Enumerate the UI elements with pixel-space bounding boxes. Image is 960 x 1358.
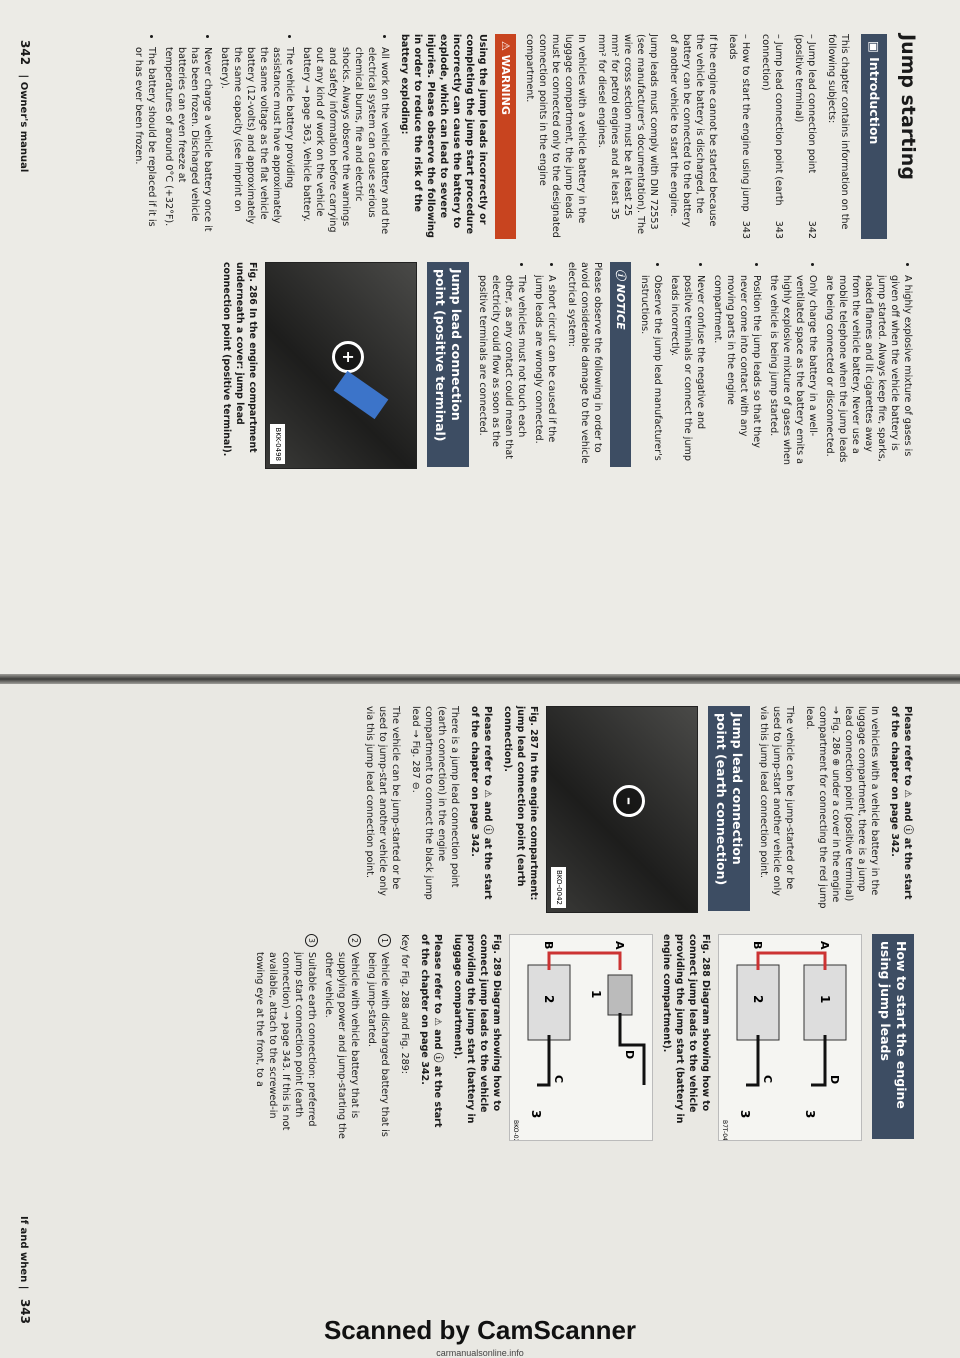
figure-code: B7T-0416: [721, 1120, 728, 1140]
warning-banner: ⚠ WARNING: [495, 34, 516, 239]
label-c: C: [761, 1075, 774, 1084]
black-lead-shape: [746, 1035, 758, 1085]
section-heading-jump-start: How to start the engine using jump leads: [872, 934, 914, 1139]
fig-288-diagram: [718, 934, 862, 1141]
arrow-icon: [334, 371, 389, 419]
list-item: • Only charge the battery in a well-ventilated space as the battery emits a highly explosive mixture of gases when the vehicle is being jump started.: [767, 275, 819, 467]
list-item: • Never confuse the negative and positive terminals or connect the jump leads incorrectly.: [668, 275, 707, 467]
key-number-icon: 2: [348, 934, 361, 947]
fig-288-svg: [719, 935, 861, 1140]
figure-code: BKO-0277: [512, 1120, 519, 1140]
notice-list: [476, 262, 558, 467]
footer-label: Owner's manual: [18, 81, 29, 173]
section-heading-earth: Jump lead connection point (earth connection): [708, 706, 750, 911]
black-lead-shape: [537, 1035, 549, 1085]
label-2: 2: [542, 995, 556, 1004]
fig-289-diagram: [509, 934, 653, 1141]
label-3: 3: [803, 1110, 817, 1119]
key-item: 1 Vehicle with discharged battery that is being jump-started.: [365, 934, 391, 1139]
page-number: 342: [18, 40, 32, 66]
fig-288-caption: Fig. 288 Diagram showing how to connect jump leads to the vehicle providing the jump start (battery in engine compartment).: [661, 934, 711, 1124]
list-item: • The battery should be replaced if it is or has ever been frozen.: [132, 47, 158, 239]
fig-287-caption: Fig. 287 In the engine compartment: jump lead connection point (earth connection).: [502, 706, 539, 901]
toc-item[interactable]: – Jump lead connection point (earth connection) 343: [760, 34, 784, 239]
right-col-2: [249, 934, 914, 1139]
paragraph: If the engine cannot be started because the vehicle battery is discharged, the battery can be connected to the battery of another vehicle to start the engine.: [668, 34, 718, 228]
key-item: 2 Vehicle with vehicle battery that is supplying power and jump-starting the other vehicle.: [322, 934, 361, 1139]
list-item: • Never charge a vehicle battery once it has been frozen. Discharged vehicle batteries can even freeze at temperatures of around 0°C (+32°F).: [162, 47, 214, 239]
section-heading-positive: Jump lead connection point (positive terminal): [427, 262, 469, 467]
paragraph: The vehicle can be jump-started or be used to jump-start another vehicle only via this jump lead connection point.: [758, 706, 795, 896]
terminal-1-shape: [608, 975, 632, 1015]
safety-list: [638, 262, 914, 467]
intro-heading: ▣ Introduction: [861, 34, 887, 239]
book-gutter: [0, 674, 960, 684]
black-lead-shape: [620, 1013, 644, 1085]
right-col-1: [356, 706, 914, 911]
left-col-1: [125, 34, 919, 239]
plus-terminal-icon: +: [332, 341, 364, 373]
label-a: A: [613, 941, 626, 950]
key-number-icon: 3: [305, 934, 318, 947]
scanner-watermark: Scanned by CamScanner: [323, 1315, 637, 1345]
key-number-icon: 1: [378, 934, 391, 947]
label-b: B: [751, 941, 764, 950]
label-b: B: [542, 941, 555, 950]
key-intro: Key for Fig. 288 and Fig. 289:: [399, 934, 410, 1075]
label-3: 3: [738, 1110, 752, 1119]
fig-289-svg: [510, 935, 652, 1140]
footer-right: If and when | 343: [18, 1215, 32, 1324]
list-item: • The vehicles must not touch each other, as any contact could mean that electricity could flow as soon as the positive terminals are connected.: [476, 275, 528, 467]
page-number: 343: [18, 1298, 32, 1324]
site-watermark: carmanualsonline.info: [436, 1348, 524, 1358]
warning-list: [132, 34, 391, 239]
page-title: Jump starting: [897, 34, 919, 180]
warning-icon: ⚠: [499, 41, 512, 51]
label-1: 1: [818, 995, 832, 1004]
label-a: A: [818, 941, 831, 950]
figure-code: BKO-0042: [551, 867, 566, 908]
label-c: C: [552, 1075, 565, 1084]
intro-text: This chapter contains information on the following subjects:: [826, 34, 850, 230]
list-item: • Observe the jump lead manufacturer's instructions.: [638, 275, 664, 467]
reference-line: Please refer to ⚠ and ⓘ at the start of the chapter on page 342.: [889, 706, 913, 900]
label-1: 1: [589, 990, 603, 999]
minus-terminal-icon: –: [613, 785, 645, 817]
list-item: • Position the jump leads so that they never come into contact with any moving parts in the engine compartment.: [711, 275, 763, 467]
black-lead-shape: [811, 1035, 825, 1085]
toc-item[interactable]: – Jump lead connection point (positive terminal) 342: [793, 34, 817, 239]
notice-text: Please observe the following in order to avoid considerable damage to the vehicle electrical system:: [566, 262, 603, 464]
paragraph: Jump leads must comply with DIN 72553 (see manufacturer's documentation). The wire cross section must be at least 25 mm² for petrol engines and at least 35 mm² for diesel engines.: [596, 34, 659, 234]
fig-287-photo: [546, 706, 698, 913]
reference-line: Please refer to ⚠ and ⓘ at the start of the chapter on page 342.: [419, 934, 443, 1128]
page-343: [0, 684, 960, 1358]
list-item: • A short circuit can be caused if the jump leads are wrongly connected.: [532, 275, 558, 467]
label-d: D: [623, 1050, 636, 1060]
page-342: [0, 0, 960, 674]
figure-code: BKK-0498: [270, 424, 285, 464]
key-item: 3 Suitable earth connection: preferred jump start connection point (earth connection) → page 343. If this is not available, attach to the screwed-in towing eye at the front, to a: [253, 934, 318, 1139]
list-item: • A highly explosive mixture of gases is given off when the vehicle battery is jump started. Always keep fire, sparks, naked flames and lit cigarettes away from the vehicle battery. Never use a mobile telephone when the jump leads are being connected or disconnected.: [823, 275, 914, 467]
fig-289-caption: Fig. 289 Diagram showing how to connect jump leads to the vehicle providing the jump start (battery in luggage compartment).: [452, 934, 502, 1124]
label-d: D: [828, 1075, 841, 1085]
reference-line: Please refer to ⚠ and ⓘ at the start of the chapter on page 342.: [469, 706, 493, 900]
toc-list: [726, 34, 818, 239]
warning-text: Using the jump leads incorrectly or completing the jump start procedure incorrectly can cause the battery to explode, which can lead to severe injuries. Please observe the following in order to reduce the risk of the battery exploding:: [399, 34, 488, 238]
fig-286-caption: Fig. 286 In the engine compartment underneath a cover: jump lead connection point (positive terminal).: [221, 262, 258, 457]
list-item: • All work on the vehicle battery and the electrical system can cause serious chemical burns, fire and electric shocks. Always observe the warnings and safety information before carrying out any kind of work on the vehicle battery → page 363, Vehicle battery.: [300, 47, 391, 239]
paragraph: In vehicles with a vehicle battery in the luggage compartment, there is a jump lead connection point (positive terminal) → Fig. 286 ⊕ under a cover in the engine compartment for connecting the red jump lead.: [804, 706, 880, 909]
label-2: 2: [751, 995, 765, 1004]
label-3: 3: [529, 1110, 543, 1119]
info-icon: ⓘ: [614, 269, 627, 280]
list-item: • The vehicle battery providing assistance must have approximately the same voltage as the flat vehicle battery (12-volts) and approximately the same capacity (see imprint on battery).: [218, 47, 296, 239]
notice-banner: ⓘ NOTICE: [610, 262, 631, 467]
footer-label: If and when: [18, 1215, 29, 1283]
paragraph: There is a jump lead connection point (earth connection) in the engine compartment to connect the black jump lead → Fig. 287 ⊖.: [410, 706, 460, 900]
left-col-2: [213, 262, 914, 467]
footer-left: 342 | Owner's manual: [18, 40, 32, 173]
toc-item[interactable]: – How to start the engine using jump leads 343: [727, 34, 751, 239]
fig-286-photo: [265, 262, 417, 469]
paragraph: In vehicles with a vehicle battery in the luggage compartment, the jump leads must be connected only to the designated connection points in the engine compartment.: [524, 34, 587, 238]
paragraph: The vehicle can be jump-started or be used to jump-start another vehicle only via this jump lead connection point.: [364, 706, 401, 896]
